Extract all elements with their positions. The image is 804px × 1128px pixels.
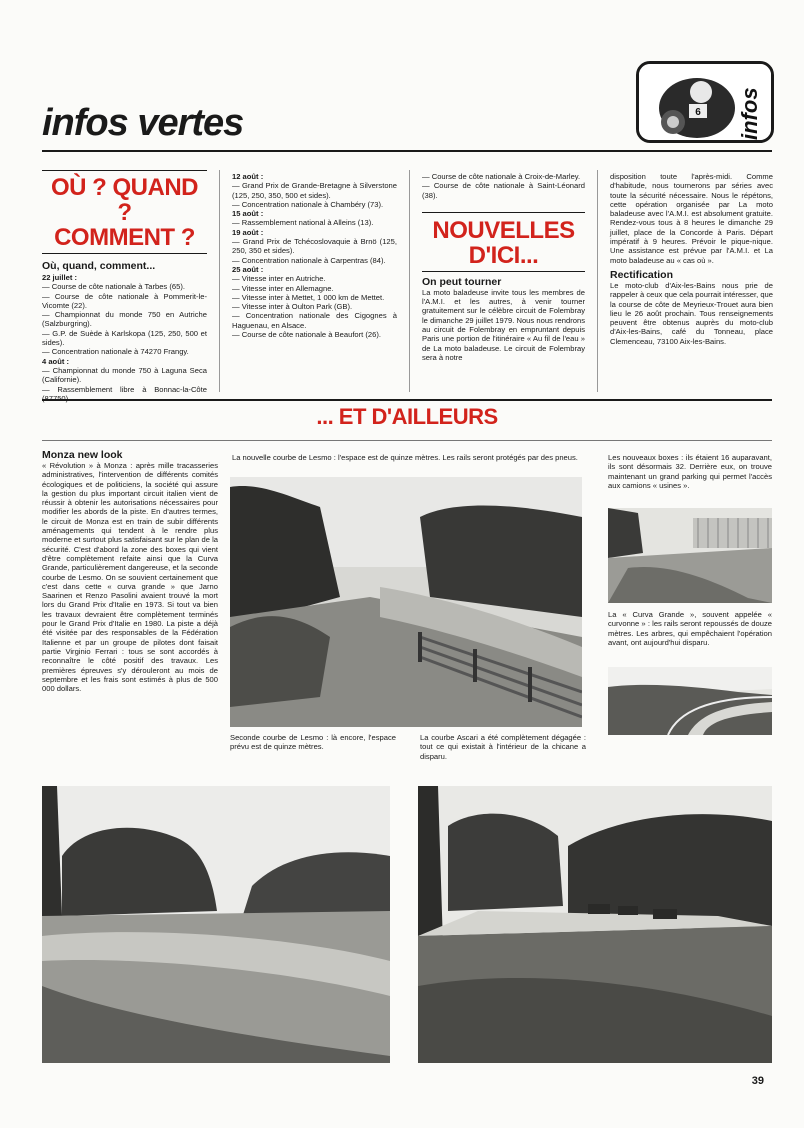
svg-text:6: 6 — [695, 107, 701, 118]
date-label: 4 août : — [42, 356, 70, 366]
caption-lesmo2: Seconde courbe de Lesmo : là encore, l'espace prévu est de quinze mètres. — [230, 733, 396, 752]
ou-quand-title-2: COMMENT ? — [54, 224, 195, 251]
middle-thin-rule — [42, 440, 772, 441]
lesmo-intro: La nouvelle courbe de Lesmo : l'espace est de quinze mètres. Les rails seront protégés par des pneus. — [232, 453, 578, 462]
page-number: 39 — [751, 1075, 764, 1087]
event-line: — G.P. de Suède à Karlskopa (125, 250, 500 et sides). — [42, 328, 207, 348]
event-line: — Course de côte nationale à Tarbes (65). — [42, 282, 185, 292]
top-rule — [42, 150, 772, 152]
date-label: 19 août : — [232, 227, 264, 237]
date-label: 15 août : — [232, 209, 264, 219]
ou-quand-section — [42, 170, 207, 403]
monza-body: « Révolution » à Monza : après mille tracasseries administratives, l'intervention de différents comités écologiques et de politiciens, la société qui assure la gestion du plus important circuit italien vient de réussir à obtenir les autorisations nécessaires pour modifier les abords de la piste. En d'autres termes, le circuit de Monza est en train de subir différents aménagements qui tendent à le rendre plus moderne et surtout plus satisfaisant sur le plan de la sécurité. C'est d'abord la zone des boxes qui vient d'être complètement refaite ainsi que la Curva Grande, particulièrement dangereuse, et la seconde courbe de Lesmo. On se souvient certainement que c'est dans cette « curva grande » que Jarno Saarinen et Renzo Pasolini avaient trouvé la mort lors du Grand Prix d'Italie en 1973. Si tout va bien les travaux devraient être complètement terminés pour le Grand Prix d'Italie en 1980. La piste a déjà été visitée par des responsables de la Fédération Italienne et par un groupe de pilotes dont faisait partie Virginio Ferrari : tous se sont accordés à reconnaître le côté positif des travaux. Les premières épreuves s'y dérouleront au mois de septembre et les frais sont estimés à plus de 500 000 dollars. — [42, 461, 218, 694]
nouvelles-subtitle: On peut tourner — [422, 275, 502, 288]
event-line: — Concentration nationale des Cigognes à Haguenau, en Alsace. — [232, 311, 397, 330]
rectification-section — [610, 172, 773, 346]
middle-rule — [42, 399, 772, 401]
column4-body: disposition toute l'après-midi. Comme d'habitude, nous tournerons par séries avec toute la sécurité nécessaire. Nous le répétons, cette opération organisée par La moto baladeuse avec l'A.M.I. est absolument gratuite. Rendez-vous tous à 8 heures le dimanche 29 juillet, place de la Concorde à Paris. Départ impératif à 9 heures. Prévoir le pique-nique. Une assistance est prévue par l'A.M.I. et La moto baladeuse au « cas où ». — [610, 172, 773, 265]
ailleurs-title: ... ET D'AILLEURS — [316, 404, 498, 429]
bottom-right-photo-image — [418, 786, 772, 1063]
event-line: — Vitesse inter en Autriche. — [232, 274, 326, 284]
column-divider — [597, 170, 598, 392]
bottom-left-photo-image — [42, 786, 390, 1063]
rectification-subtitle: Rectification — [610, 268, 674, 281]
nouvelles-body: La moto baladeuse invite tous les membres de l'A.M.I. et les autres, à venir tourner gratuitement sur le célèbre circuit de Folembray le dimanche 29 juillet 1979. Nous nous rendrons au circuit de Folembray en empruntant depuis Paris une portion de l'itinéraire « Au fil de l'eau » de La moto baladeuse. Le circuit de Folembray sera à notre — [422, 287, 585, 362]
event-line: — Championnat du monde 750 en Autriche (Salzburgring). — [42, 310, 207, 329]
date-label: 22 juillet : — [42, 273, 78, 282]
bottom-left-photo — [42, 786, 390, 1063]
caption-ascari: La courbe Ascari a été complètement dégagée : tout ce qui existait à l'intérieur de la chicane a disparu. — [420, 733, 586, 761]
event-line: — Course de côte nationale à Croix-de-Marley. — [422, 172, 581, 181]
lesmo-photo — [230, 477, 582, 727]
lesmo-photo-image — [230, 477, 582, 727]
boxes-photo-image — [608, 508, 772, 603]
event-line: — Vitesse inter à Mettet, 1 000 km de Mettet. — [232, 292, 385, 302]
event-line: — Rassemblement libre à Bonnac-la-Côte — [42, 384, 207, 394]
rectification-body: Le moto-club d'Aix-les-Bains nous prie de rappeler à ceux que cela pourrait intéresser, que la course de côte de Meyrieux-Trouet aura bien lieu le 26 août prochain. Tous renseignements peuvent être obtenus auprès du moto-club d'Aix-les-Bains, café du Tonneau, place Clemenceau, 73100 Aix-les-Bains. — [610, 280, 773, 346]
bottom-right-photo — [418, 786, 772, 1063]
boxes-photo — [608, 508, 772, 603]
event-line: — Grand Prix de Grande-Bretagne à Silverstone (125, 250, 350, 500 et sides). — [232, 181, 397, 200]
agenda-column — [232, 172, 397, 339]
date-label: 25 août : — [232, 264, 264, 274]
nouvelles-section — [422, 172, 585, 362]
curva-photo — [608, 667, 772, 735]
event-line: — Grand Prix de Tchécoslovaquie à Brnö (125, 250, 350 et sides). — [232, 237, 397, 256]
event-line: — Concentration nationale à Chambéry (73). — [232, 199, 384, 209]
event-line: — Championnat du monde 750 à Laguna Seca (Californie). — [42, 365, 207, 385]
event-line: — Concentration nationale à 74270 Frangy. — [42, 347, 189, 357]
event-line: — Concentration nationale à Carpentras (84). — [232, 255, 386, 265]
monza-section — [42, 449, 218, 693]
monza-subtitle: Monza new look — [42, 449, 123, 461]
event-line: — Course de côte nationale à Saint-Léonard (38). — [422, 181, 585, 200]
motorcycle-logo-icon — [639, 64, 774, 143]
event-line: — Rassemblement national à Alleins (13). — [232, 218, 374, 228]
infos-logo — [636, 61, 774, 143]
caption-curva: La « Curva Grande », souvent appelée « curvonne » : les rails seront repoussés de douze mètres. Les arbres, qui empêchaient l'opération avant, ont aujourd'hui disparu. — [608, 610, 772, 647]
event-line: — Course de côte nationale à Beaufort (26). — [232, 330, 382, 340]
column-divider — [409, 170, 410, 392]
date-label: 12 août : — [232, 172, 264, 181]
event-line: — Course de côte nationale à Pommerit-le-Vicomte (22). — [42, 291, 207, 310]
event-line: — Vitesse inter à Oulton Park (GB). — [232, 302, 353, 312]
nouvelles-title-2: D'ICI... — [468, 241, 539, 269]
column-divider — [219, 170, 220, 392]
nouvelles-title-1: NOUVELLES — [432, 216, 575, 244]
curva-photo-image — [608, 667, 772, 735]
page-title: infos vertes — [42, 102, 244, 144]
ou-quand-title-1: OÙ ? QUAND ? — [51, 174, 198, 226]
boxes-text: Les nouveaux boxes : ils étaient 16 auparavant, ils sont désormais 32. Derrière eux, on trouve maintenant un grand parking qui permet l'accès aux camions « usines ». — [608, 453, 772, 490]
logo-text: infos — [737, 87, 762, 140]
event-line: — Vitesse inter en Allemagne. — [232, 283, 334, 293]
ou-quand-subtitle: Où, quand, comment... — [42, 260, 156, 272]
